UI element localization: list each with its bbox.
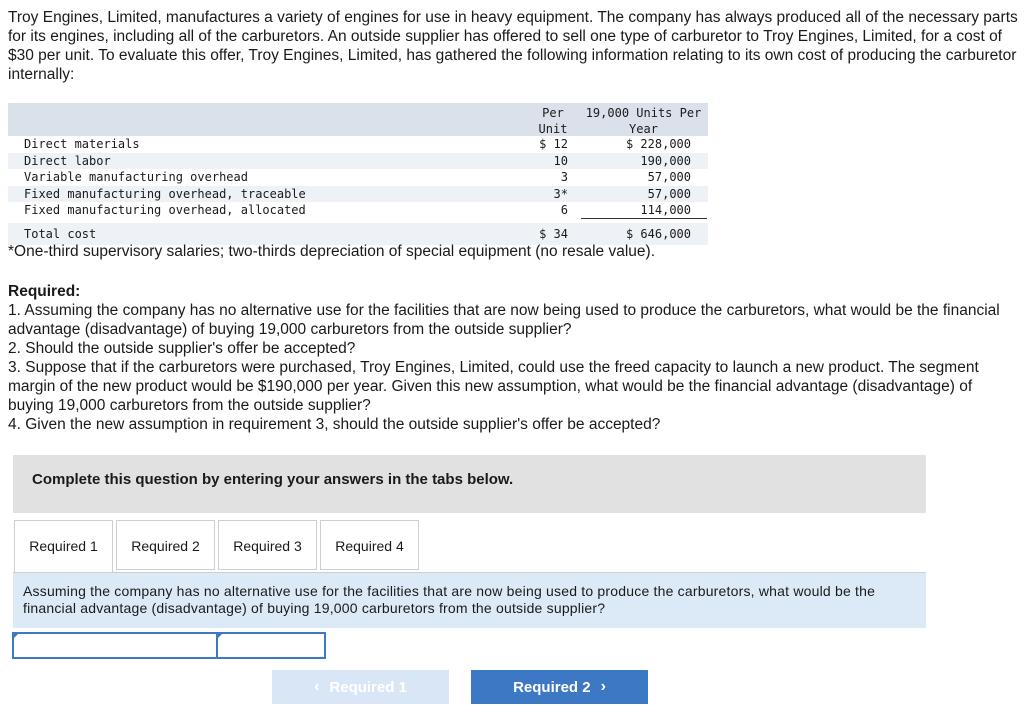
row-unit-cost: 6 <box>560 203 568 217</box>
required-item-4: 4. Given the new assumption in requirement 3, should the outside supplier's offer be accepted? <box>8 416 661 433</box>
header-per-unit: Per Unit <box>538 106 568 136</box>
row-unit-cost: 3 <box>560 170 568 184</box>
tab-required-3[interactable]: Required 3 <box>218 520 317 570</box>
row-label: Fixed manufacturing overhead, allocated <box>24 203 306 217</box>
chevron-right-icon: › <box>600 678 606 695</box>
row-unit-cost: 3* <box>553 186 568 201</box>
row-label: Variable manufacturing overhead <box>24 170 248 184</box>
cost-row-fixed-traceable <box>8 186 708 203</box>
row-year-cost: $ 228,000 <box>625 137 691 151</box>
input-corner-marker <box>14 632 20 638</box>
input-corner-marker <box>218 632 224 638</box>
chevron-left-icon: ‹ <box>314 678 320 695</box>
required-item-1: 1. Assuming the company has no alternative use for the facilities that are now being used to produce the carburetors, what would be the financial advantage (disadvantage) of buying 19,000 carburetors from the outside supplier? <box>8 302 1000 338</box>
tab-required-4[interactable]: Required 4 <box>320 520 419 570</box>
next-button-label: Required 2 <box>513 678 591 696</box>
total-label: Total cost <box>24 226 97 241</box>
row-year-cost: 57,000 <box>647 170 691 184</box>
total-unit-cost: $ 34 <box>539 226 568 241</box>
answer-label-input[interactable] <box>12 632 219 659</box>
cost-row-variable-overhead <box>8 169 708 186</box>
row-year-cost: 57,000 <box>647 186 691 201</box>
question-text: Assuming the company has no alternative use for the facilities that are now being used to produce the carburetors, what would be the financial advantage (disadvantage) of buying 19,000 carburetors from the outside supplier? <box>23 583 876 616</box>
row-label: Direct materials <box>24 137 140 151</box>
cost-table <box>8 103 708 245</box>
total-year-cost: $ 646,000 <box>625 226 691 241</box>
tab-required-1[interactable]: Required 1 <box>14 520 113 572</box>
cost-row-total <box>8 223 708 245</box>
cost-row-direct-materials <box>8 136 708 153</box>
prev-required-button[interactable] <box>272 670 449 704</box>
row-year-cost: 114,000 <box>640 203 691 217</box>
required-item-3: 3. Suppose that if the carburetors were purchased, Troy Engines, Limited, could use the freed capacity to launch a new product. The segment margin of the new product would be $190,000 per year. Given this new assumption, what would be the financial advantage (disadvantage) of buying 19,000 carburetors from the outside supplier? <box>8 359 979 414</box>
cost-row-direct-labor <box>8 153 708 170</box>
cost-row-fixed-allocated <box>8 202 708 219</box>
row-label: Fixed manufacturing overhead, traceable <box>24 186 306 201</box>
instruction-text: Complete this question by entering your answers in the tabs below. <box>32 471 514 488</box>
question-panel <box>13 572 926 628</box>
row-label: Direct labor <box>24 153 111 168</box>
prev-button-label: Required 1 <box>329 678 407 696</box>
tab-required-2[interactable]: Required 2 <box>116 520 215 570</box>
problem-intro: Troy Engines, Limited, manufactures a variety of engines for use in heavy equipment. The company has always produced all of the necessary parts for its engines, including all of the carburetors. An outside supplier has offered to sell one type of carburetor to Troy Engines, Limited, for a cost of $30 per unit. To evaluate this offer, Troy Engines, Limited, has gathered the following information relating to its own cost of producing the carburetor internally: <box>8 9 1018 83</box>
instruction-box <box>13 455 926 513</box>
cost-table-header <box>8 103 708 136</box>
required-item-2: 2. Should the outside supplier's offer be accepted? <box>8 340 356 357</box>
next-required-button[interactable] <box>471 670 648 704</box>
required-section <box>8 282 1008 434</box>
row-unit-cost: $ 12 <box>539 137 568 151</box>
header-per-year: 19,000 Units Per Year <box>585 106 702 136</box>
required-title: Required: <box>8 283 81 300</box>
table-footnote: *One-third supervisory salaries; two-thirds depreciation of special equipment (no resale value). <box>8 243 656 260</box>
row-year-cost: 190,000 <box>640 153 691 168</box>
row-unit-cost: 10 <box>553 153 568 168</box>
answer-amount-input[interactable] <box>216 632 326 659</box>
